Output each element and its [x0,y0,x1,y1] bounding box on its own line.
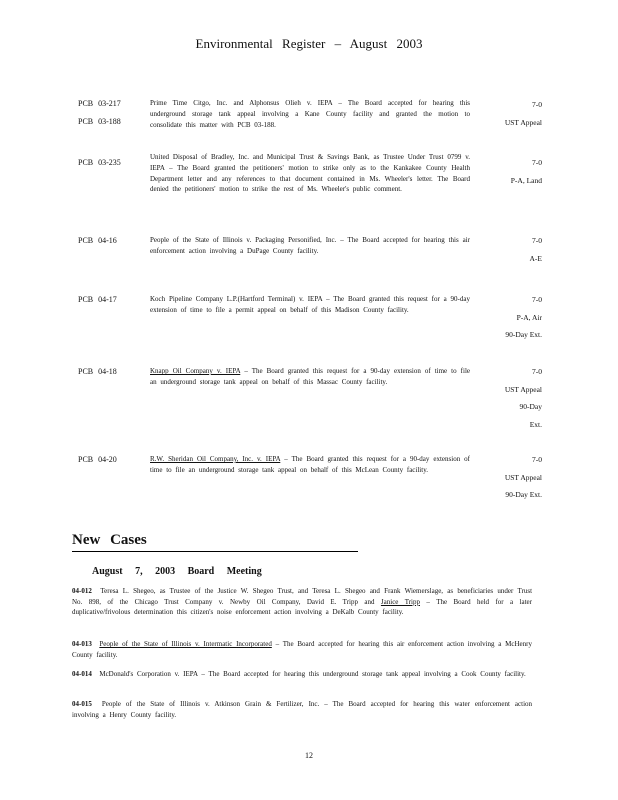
case-description: Koch Pipeline Company L.P.(Hartford Terminal) v. IEPA – The Board granted this request for a 90-day extension of time to file a permit appeal on behalf of this Madison County facility. [150,295,470,314]
new-case-number: 04-014 [72,670,92,678]
new-case-text: – The Board held for a later duplicative/frivolous determination this citizen's noise enforcement action involving a DeKalb County facility. [72,597,532,617]
case-party: R.W. Sheridan Oil Company, Inc. v. IEPA [150,455,281,463]
case-vote [472,101,542,136]
case-number: PCB 04-18 [78,367,117,376]
new-case-party: Janice Tripp [380,597,420,606]
case-number: PCB 03-217 [78,99,121,108]
new-case-item [72,586,532,618]
new-case-party: People of the State of Illinois v. Intermatic Incorporated [99,640,272,648]
new-case-number: 04-013 [72,640,92,648]
page-number: 12 [305,751,313,760]
new-case-number: 04-012 [72,587,92,595]
extension-note: 90-Day Ext. [505,330,542,339]
case-number: PCB 03-188 [78,117,121,126]
new-cases-heading: New Cases [72,532,147,548]
case-type: UST Appeal [504,472,542,482]
extension-note: 90-Day [519,402,542,411]
new-case-item [72,699,532,720]
new-case-number: 04-015 [72,700,92,708]
extension-note: 90-Day Ext. [505,490,542,499]
new-case-text: McDonald's Corporation v. IEPA – The Board accepted for hearing this underground storage tank appeal involving a Cook County facility. [99,670,526,678]
case-text: – The Board granted this request for a 90-day extension of time to file an underground storage tank appeal on behalf of this Massac County facility. [150,367,470,386]
case-number: PCB 04-20 [78,455,117,464]
new-case-item [72,639,532,660]
case-number: PCB 04-16 [78,236,117,245]
case-type: P-A, Land [510,175,542,185]
case-number: PCB 04-17 [78,295,117,304]
case-description: People of the State of Illinois v. Packaging Personified, Inc. – The Board accepted for hearing this air enforcement action involving a DuPage County facility. [150,236,470,255]
case-description: United Disposal of Bradley, Inc. and Municipal Trust & Savings Bank, as Trustee Under Trust 0799 v. IEPA – The Board granted the petitioners' motion to strike only as to the Kankakee County Health Department letter and any references to that document contained in Ms. Wheeler's letter. The Board denied the petitioners' motion to strike the rest of Ms. Wheeler's public comment. [150,153,470,194]
case-description [150,454,470,476]
heading-rule [72,551,358,552]
vote-count: 7-0 [532,295,542,304]
case-type: UST Appeal [504,384,542,394]
meeting-heading: August 7, 2003 Board Meeting [92,566,262,577]
case-type: UST Appeal [504,117,542,127]
case-text: – The Board granted this request for a 90-day extension of time to file an underground storage tank appeal on behalf of this McLean County facility. [150,455,470,474]
case-vote [472,159,542,194]
case-vote [472,368,542,438]
case-vote [472,237,542,272]
vote-count: 7-0 [532,158,542,167]
case-type: A-E [529,253,542,263]
case-vote [472,296,542,349]
new-case-text: Teresa L. Shegeo, as Trustee of the Justice W. Shegeo Trust, and Teresa L. Shegeo and Frank Wiemerslage, as beneficiaries under Trust No. 898, of the Chicago Trust Company v. Newby Oil Company, David E. Tripp and [72,587,533,606]
new-case-item [72,669,532,680]
vote-count: 7-0 [532,367,542,376]
new-case-text: People of the State of Illinois v. Atkinson Grain & Fertilizer, Inc. – The Board accepted for hearing this water enforcement action involving a Henry County facility. [72,700,533,719]
extension-note: Ext. [529,419,542,429]
vote-count: 7-0 [532,236,542,245]
case-type: P-A, Air [516,312,542,322]
page-title: Environmental Register – August 2003 [195,36,423,51]
case-description [150,366,470,388]
vote-count: 7-0 [532,100,542,109]
case-description: Prime Time Citgo, Inc. and Alphonsus Olieh v. IEPA – The Board accepted for hearing this underground storage tank appeal involving a Kane County facility and granted the motion to consolidate this matter with PCB 03-188. [150,99,470,129]
vote-count: 7-0 [532,455,542,464]
new-case-text: – The Board accepted for hearing this air enforcement action involving a McHenry County facility. [72,640,532,659]
case-vote [472,456,542,509]
case-party: Knapp Oil Company v. IEPA [150,367,241,375]
case-number: PCB 03-235 [78,158,121,167]
